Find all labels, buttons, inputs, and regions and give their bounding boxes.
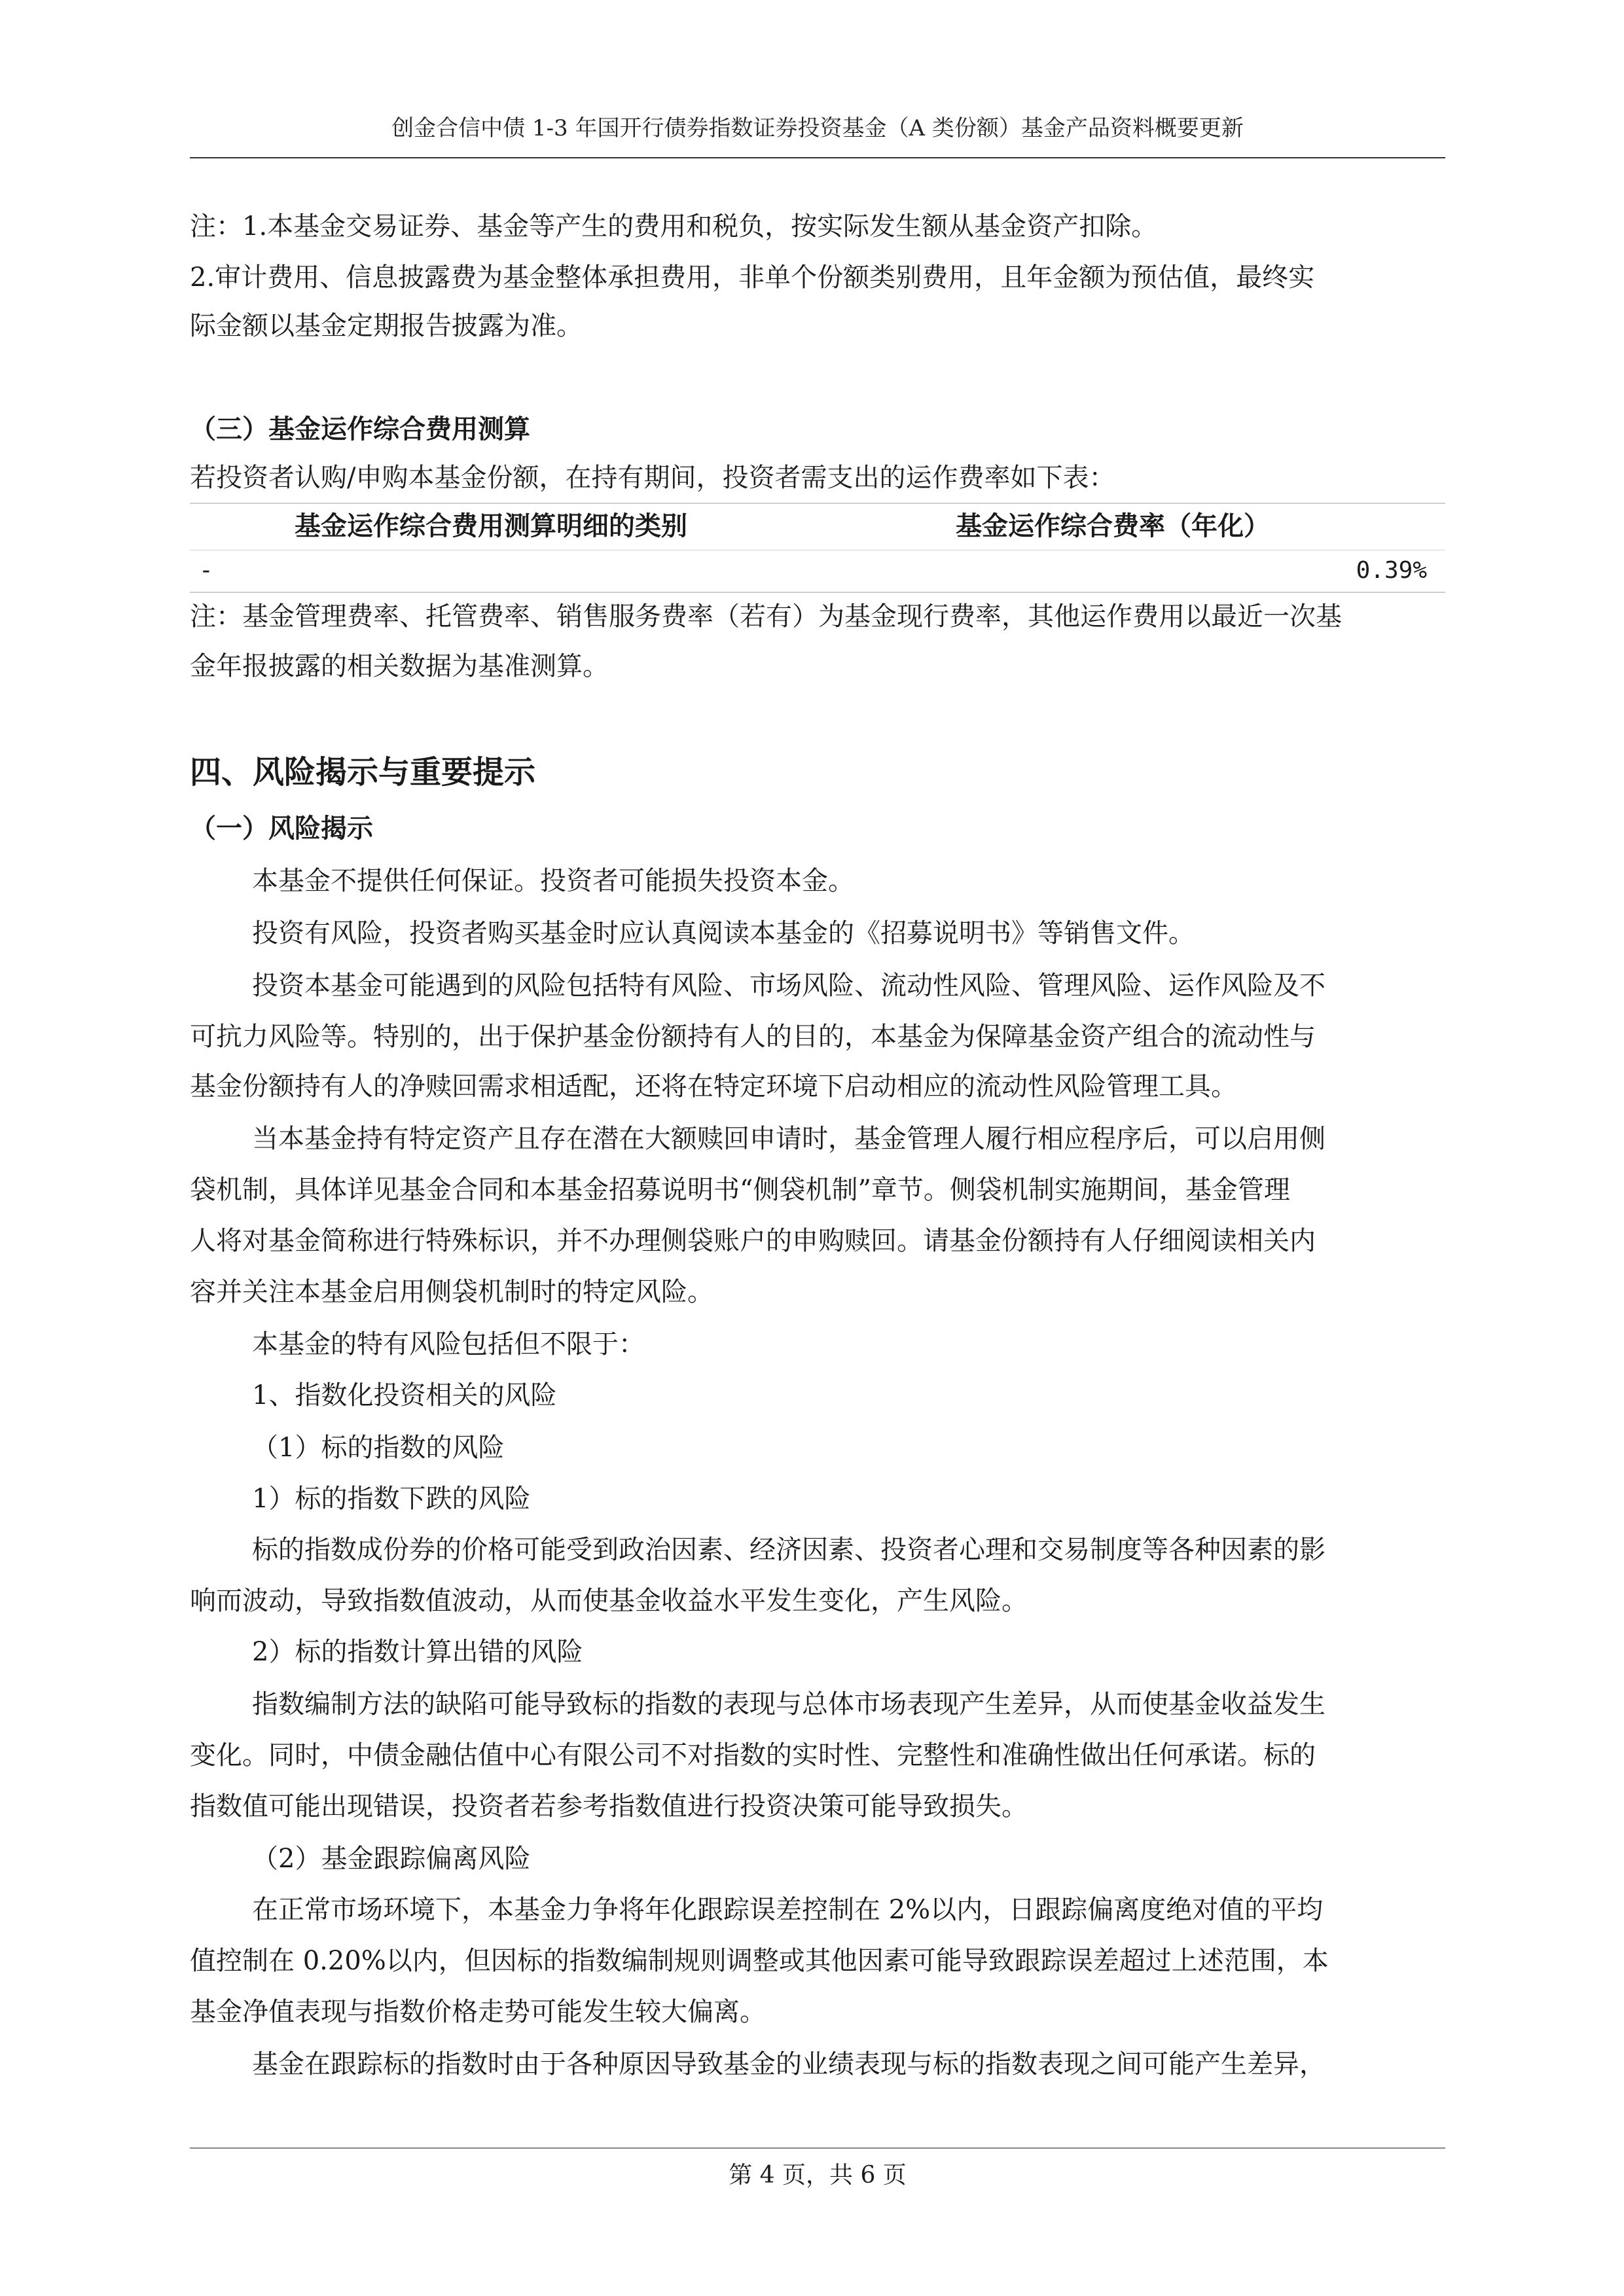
fee-note-line: 际金额以基金定期报告披露为准。 <box>190 311 583 341</box>
paragraph-line: 指数编制方法的缺陷可能导致标的指数的表现与总体市场表现产生差异，从而使基金收益发生 <box>252 1689 1326 1719</box>
fee-note-line: 注：1.本基金交易证券、基金等产生的费用和税负，按实际发生额从基金资产扣除。 <box>190 211 1158 242</box>
fee-estimate-intro: 若投资者认购/申购本基金份额，在持有期间，投资者需支出的运作费率如下表： <box>190 463 1115 493</box>
paragraph-line: 容并关注本基金启用侧袋机制时的特定风险。 <box>190 1277 713 1307</box>
table-rule <box>190 592 1445 593</box>
paragraph-line: 本基金不提供任何保证。投资者可能损失投资本金。 <box>252 866 854 896</box>
list-heading: 1、指数化投资相关的风险 <box>252 1380 557 1410</box>
table-cell-category: - <box>199 557 213 584</box>
section-heading-risk: 四、风险揭示与重要提示 <box>190 754 536 791</box>
list-subheading: （1）标的指数的风险 <box>252 1433 505 1463</box>
paragraph-line: 响而波动，导致指数值波动，从而使基金收益水平发生变化，产生风险。 <box>190 1586 1028 1616</box>
paragraph-line: 指数值可能出现错误，投资者若参考指数值进行投资决策可能导致损失。 <box>190 1791 1028 1821</box>
fee-note-line: 2.审计费用、信息披露费为基金整体承担费用，非单个份额类别费用，且年金额为预估值，最终实 <box>190 262 1315 293</box>
paragraph-line: 袋机制，具体详见基金合同和本基金招募说明书“侧袋机制”章节。侧袋机制实施期间，基金管理 <box>190 1175 1290 1205</box>
paragraph-line: 变化。同时，中债金融估值中心有限公司不对指数的实时性、完整性和准确性做出任何承诺。标的 <box>190 1740 1316 1770</box>
paragraph-line: 可抗力风险等。特别的，出于保护基金份额持有人的目的，本基金为保障基金资产组合的流动性与 <box>190 1022 1316 1052</box>
table-header-rate: 基金运作综合费率（年化） <box>956 511 1270 541</box>
table-rule <box>190 503 1445 504</box>
paragraph-line: 基金在跟踪标的指数时由于各种原因导致基金的业绩表现与标的指数表现之间可能产生差异， <box>252 2049 1326 2079</box>
fee-estimate-note-line: 注：基金管理费率、托管费率、销售服务费率（若有）为基金现行费率，其他运作费用以最近一次基 <box>190 601 1342 632</box>
table-header-category: 基金运作综合费用测算明细的类别 <box>295 511 687 541</box>
paragraph-line: 基金净值表现与指数价格走势可能发生较大偏离。 <box>190 1997 766 2027</box>
paragraph-line: 标的指数成份券的价格可能受到政治因素、经济因素、投资者心理和交易制度等各种因素的影 <box>252 1535 1326 1565</box>
footer-divider <box>190 2147 1445 2149</box>
paragraph-line: 当本基金持有特定资产且存在潜在大额赎回申请时，基金管理人履行相应程序后，可以启用侧 <box>252 1124 1326 1154</box>
paragraph-line: 本基金的特有风险包括但不限于： <box>252 1329 645 1359</box>
list-subheading: 2）标的指数计算出错的风险 <box>252 1637 583 1667</box>
header-divider <box>190 157 1445 158</box>
section-heading-fee-estimate: （三）基金运作综合费用测算 <box>190 414 530 444</box>
page-number: 第 4 页，共 6 页 <box>729 2162 907 2189</box>
paragraph-line: 值控制在 0.20%以内，但因标的指数编制规则调整或其他因素可能导致跟踪误差超过上述范围，本 <box>190 1946 1329 1976</box>
list-subheading: （2）基金跟踪偏离风险 <box>252 1844 531 1874</box>
paragraph-line: 投资有风险，投资者购买基金时应认真阅读本基金的《招募说明书》等销售文件。 <box>252 918 1195 948</box>
fee-estimate-note-line: 金年报披露的相关数据为基准测算。 <box>190 651 609 681</box>
paragraph-line: 在正常市场环境下，本基金力争将年化跟踪误差控制在 2%以内，日跟踪偏离度绝对值的平均 <box>252 1895 1324 1925</box>
table-cell-rate: 0.39% <box>1356 557 1427 584</box>
page-header-title: 创金合信中债 1-3 年国开行债券指数证券投资基金（A 类份额）基金产品资料概要更新 <box>391 115 1244 141</box>
paragraph-line: 人将对基金简称进行特殊标识，并不办理侧袋账户的申购赎回。请基金份额持有人仔细阅读相关内 <box>190 1226 1316 1256</box>
list-subheading: 1）标的指数下跌的风险 <box>252 1484 531 1514</box>
paragraph-line: 投资本基金可能遇到的风险包括特有风险、市场风险、流动性风险、管理风险、运作风险及不 <box>252 971 1326 1001</box>
subsection-heading-risk-disclosure: （一）风险揭示 <box>190 814 373 844</box>
paragraph-line: 基金份额持有人的净赎回需求相适配，还将在特定环境下启动相应的流动性风险管理工具。 <box>190 1071 1237 1102</box>
